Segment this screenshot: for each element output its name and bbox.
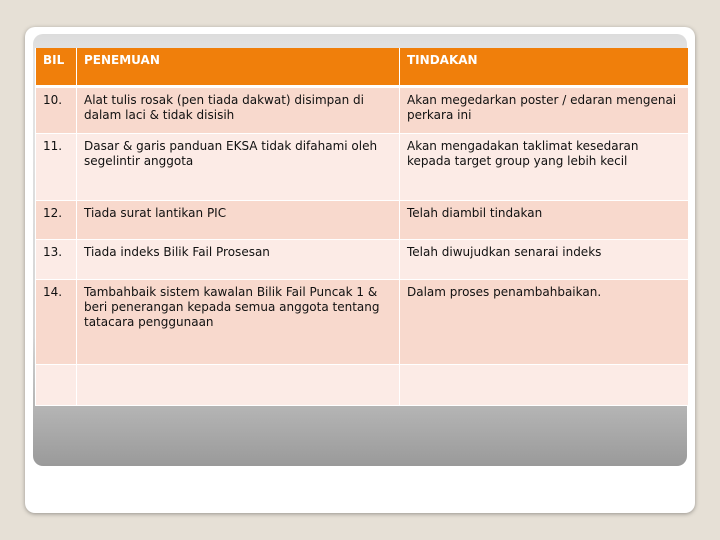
cell-penemuan: Tiada surat lantikan PIC: [77, 201, 400, 240]
table-row: [36, 87, 689, 134]
header-bil: BIL: [36, 48, 77, 87]
cell-tindakan: Dalam proses penambahbaikan.: [400, 280, 689, 365]
cell-bil: 10.: [36, 87, 77, 134]
cell-tindakan: Telah diwujudkan senarai indeks: [400, 240, 689, 280]
cell-tindakan: Akan mengadakan taklimat kesedaran kepada target group yang lebih kecil: [400, 134, 689, 201]
cell-empty: [36, 365, 77, 406]
cell-penemuan: Dasar & garis panduan EKSA tidak difahami oleh segelintir anggota: [77, 134, 400, 201]
table-row-empty: [36, 365, 689, 406]
cell-bil: 11.: [36, 134, 77, 201]
cell-empty: [400, 365, 689, 406]
table-header-row: [36, 48, 689, 87]
cell-penemuan: Tambahbaik sistem kawalan Bilik Fail Puncak 1 & beri penerangan kepada semua anggota tentang tatacara penggunaan: [77, 280, 400, 365]
table-row: [36, 280, 689, 365]
cell-empty: [77, 365, 400, 406]
cell-bil: 13.: [36, 240, 77, 280]
cell-bil: 14.: [36, 280, 77, 365]
table-row: [36, 134, 689, 201]
table-row: [36, 201, 689, 240]
cell-tindakan: Telah diambil tindakan: [400, 201, 689, 240]
header-tindakan: TINDAKAN: [400, 48, 689, 87]
table-row: [36, 240, 689, 280]
cell-tindakan: Akan megedarkan poster / edaran mengenai perkara ini: [400, 87, 689, 134]
cell-penemuan: Alat tulis rosak (pen tiada dakwat) disimpan di dalam laci & tidak disisih: [77, 87, 400, 134]
cell-bil: 12.: [36, 201, 77, 240]
header-penemuan: PENEMUAN: [77, 48, 400, 87]
cell-penemuan: Tiada indeks Bilik Fail Prosesan: [77, 240, 400, 280]
findings-table: [35, 48, 689, 406]
